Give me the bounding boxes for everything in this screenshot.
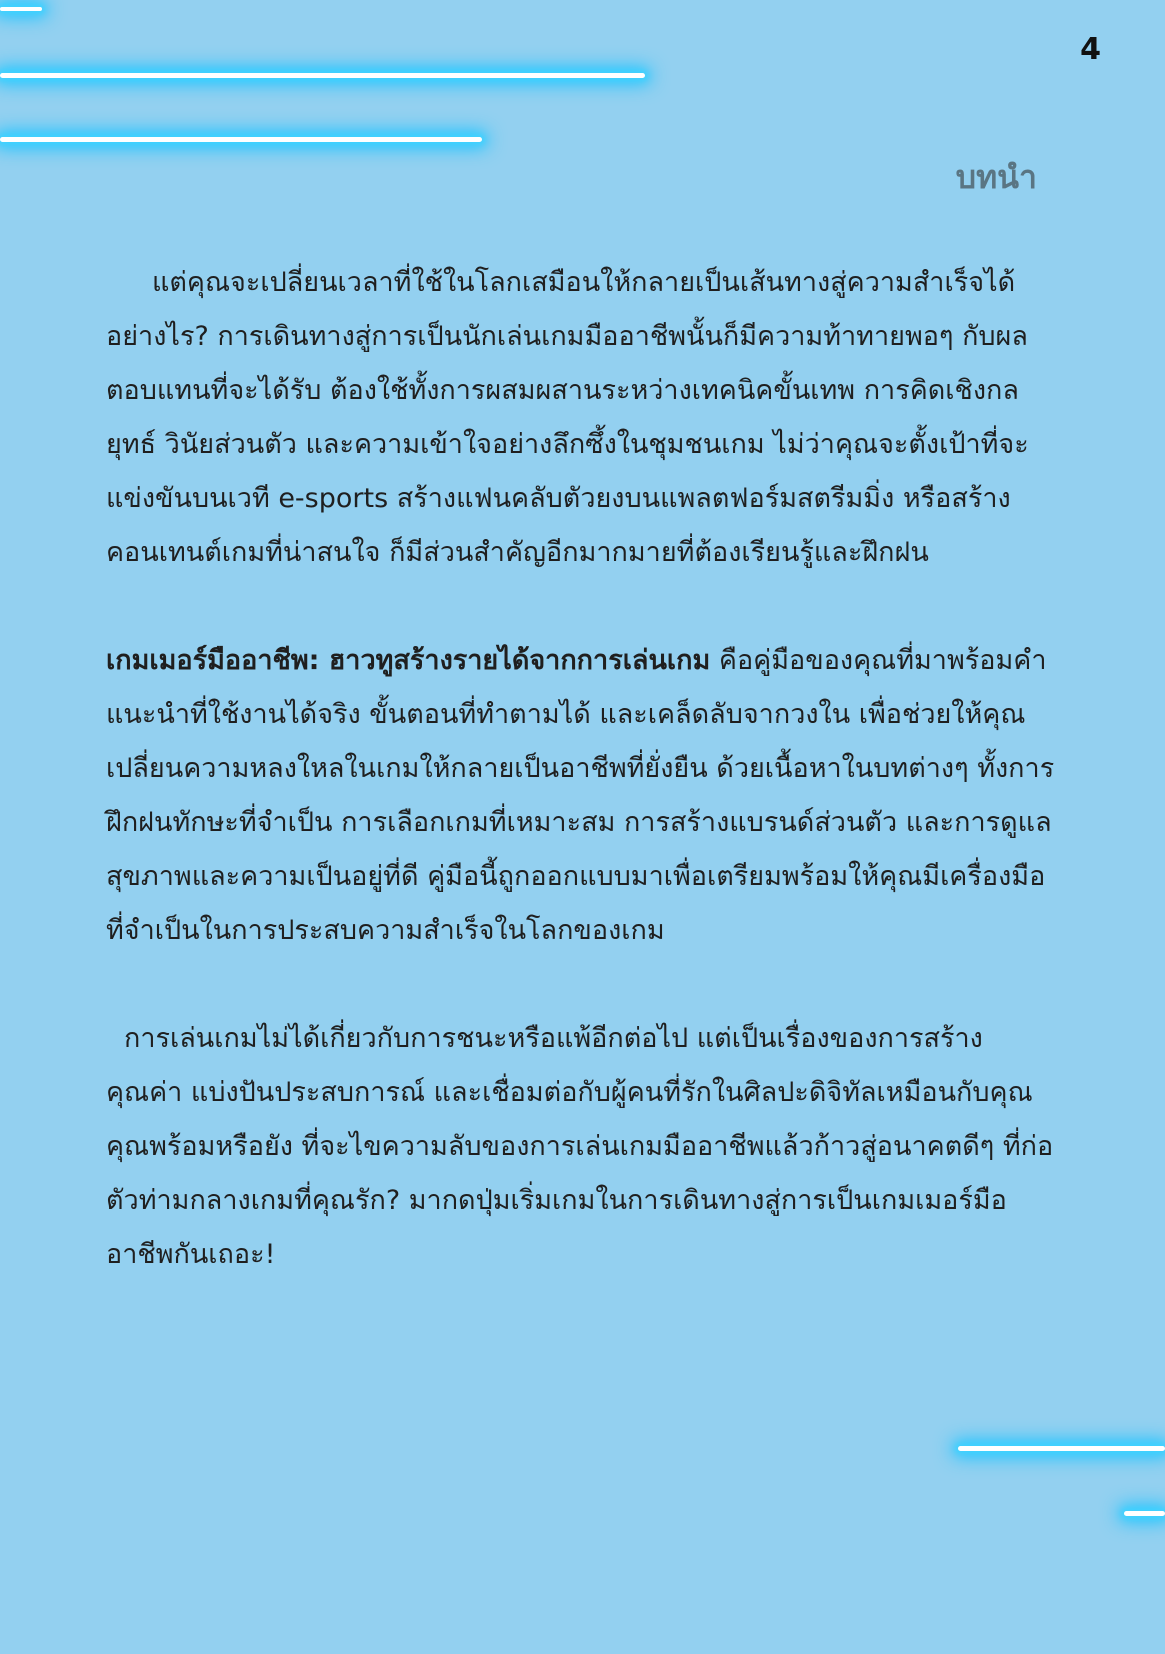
- book-title-bold: เกมเมอร์มืออาชีพ: ฮาวทูสร้างรายได้จากการเล่นเกม: [106, 645, 711, 676]
- neon-line-bottom-2: [1124, 1511, 1165, 1516]
- paragraph-2: [106, 634, 1056, 958]
- page-number: 4: [1080, 32, 1101, 67]
- paragraph-2-text: คือคู่มือของคุณที่มาพร้อมคำแนะนำที่ใช้งานได้จริง ขั้นตอนที่ทำตามได้ และเคล็ดลับจากวงใน เพื่อช่วยให้คุณเปลี่ยนความหลงใหลในเกมให้กลายเป็นอาชีพที่ยั่งยืน ด้วยเนื้อหาในบทต่างๆ ทั้งการฝึกฝนทักษะที่จำเป็น การเลือกเกมที่เหมาะสม การสร้างแบรนด์ส่วนตัว และการดูแลสุขภาพและความเป็นอยู่ที่ดี คู่มือนี้ถูกออกแบบมาเพื่อเตรียมพร้อมให้คุณมีเครื่องมือที่จำเป็นในการประสบความสำเร็จในโลกของเกม: [106, 645, 1055, 946]
- neon-line-bottom-1: [958, 1446, 1165, 1451]
- neon-line-top-1: [0, 7, 42, 11]
- section-title: บทนำ: [955, 158, 1037, 196]
- neon-line-top-3: [0, 137, 482, 142]
- document-body: [106, 256, 1056, 1336]
- paragraph-3: การเล่นเกมไม่ได้เกี่ยวกับการชนะหรือแพ้อีกต่อไป แต่เป็นเรื่องของการสร้างคุณค่า แบ่งปันประสบการณ์ และเชื่อมต่อกับผู้คนที่รักในศิลปะดิจิทัลเหมือนกับคุณ คุณพร้อมหรือยัง ที่จะไขความลับของการเล่นเกมมืออาชีพแล้วก้าวสู่อนาคตดีๆ ที่ก่อตัวท่ามกลางเกมที่คุณรัก? มากดปุ่มเริ่มเกมในการเดินทางสู่การเป็นเกมเมอร์มืออาชีพกันเถอะ!: [106, 1023, 1054, 1270]
- neon-line-top-2: [0, 73, 645, 78]
- paragraph-1: แต่คุณจะเปลี่ยนเวลาที่ใช้ในโลกเสมือนให้กลายเป็นเส้นทางสู่ความสำเร็จได้อย่างไร? การเดินทางสู่การเป็นนักเล่นเกมมืออาชีพนั้นก็มีความท้าทายพอๆ กับผลตอบแทนที่จะได้รับ ต้องใช้ทั้งการผสมผสานระหว่างเทคนิคขั้นเทพ การคิดเชิงกลยุทธ์ วินัยส่วนตัว และความเข้าใจอย่างลึกซึ้งในชุมชนเกม ไม่ว่าคุณจะตั้งเป้าที่จะแข่งขันบนเวที e-sports สร้างแฟนคลับตัวยงบนแพลตฟอร์มสตรีมมิ่ง หรือสร้างคอนเทนต์เกมที่น่าสนใจ ก็มีส่วนสำคัญอีกมากมายที่ต้องเรียนรู้และฝึกฝน: [106, 267, 1029, 568]
